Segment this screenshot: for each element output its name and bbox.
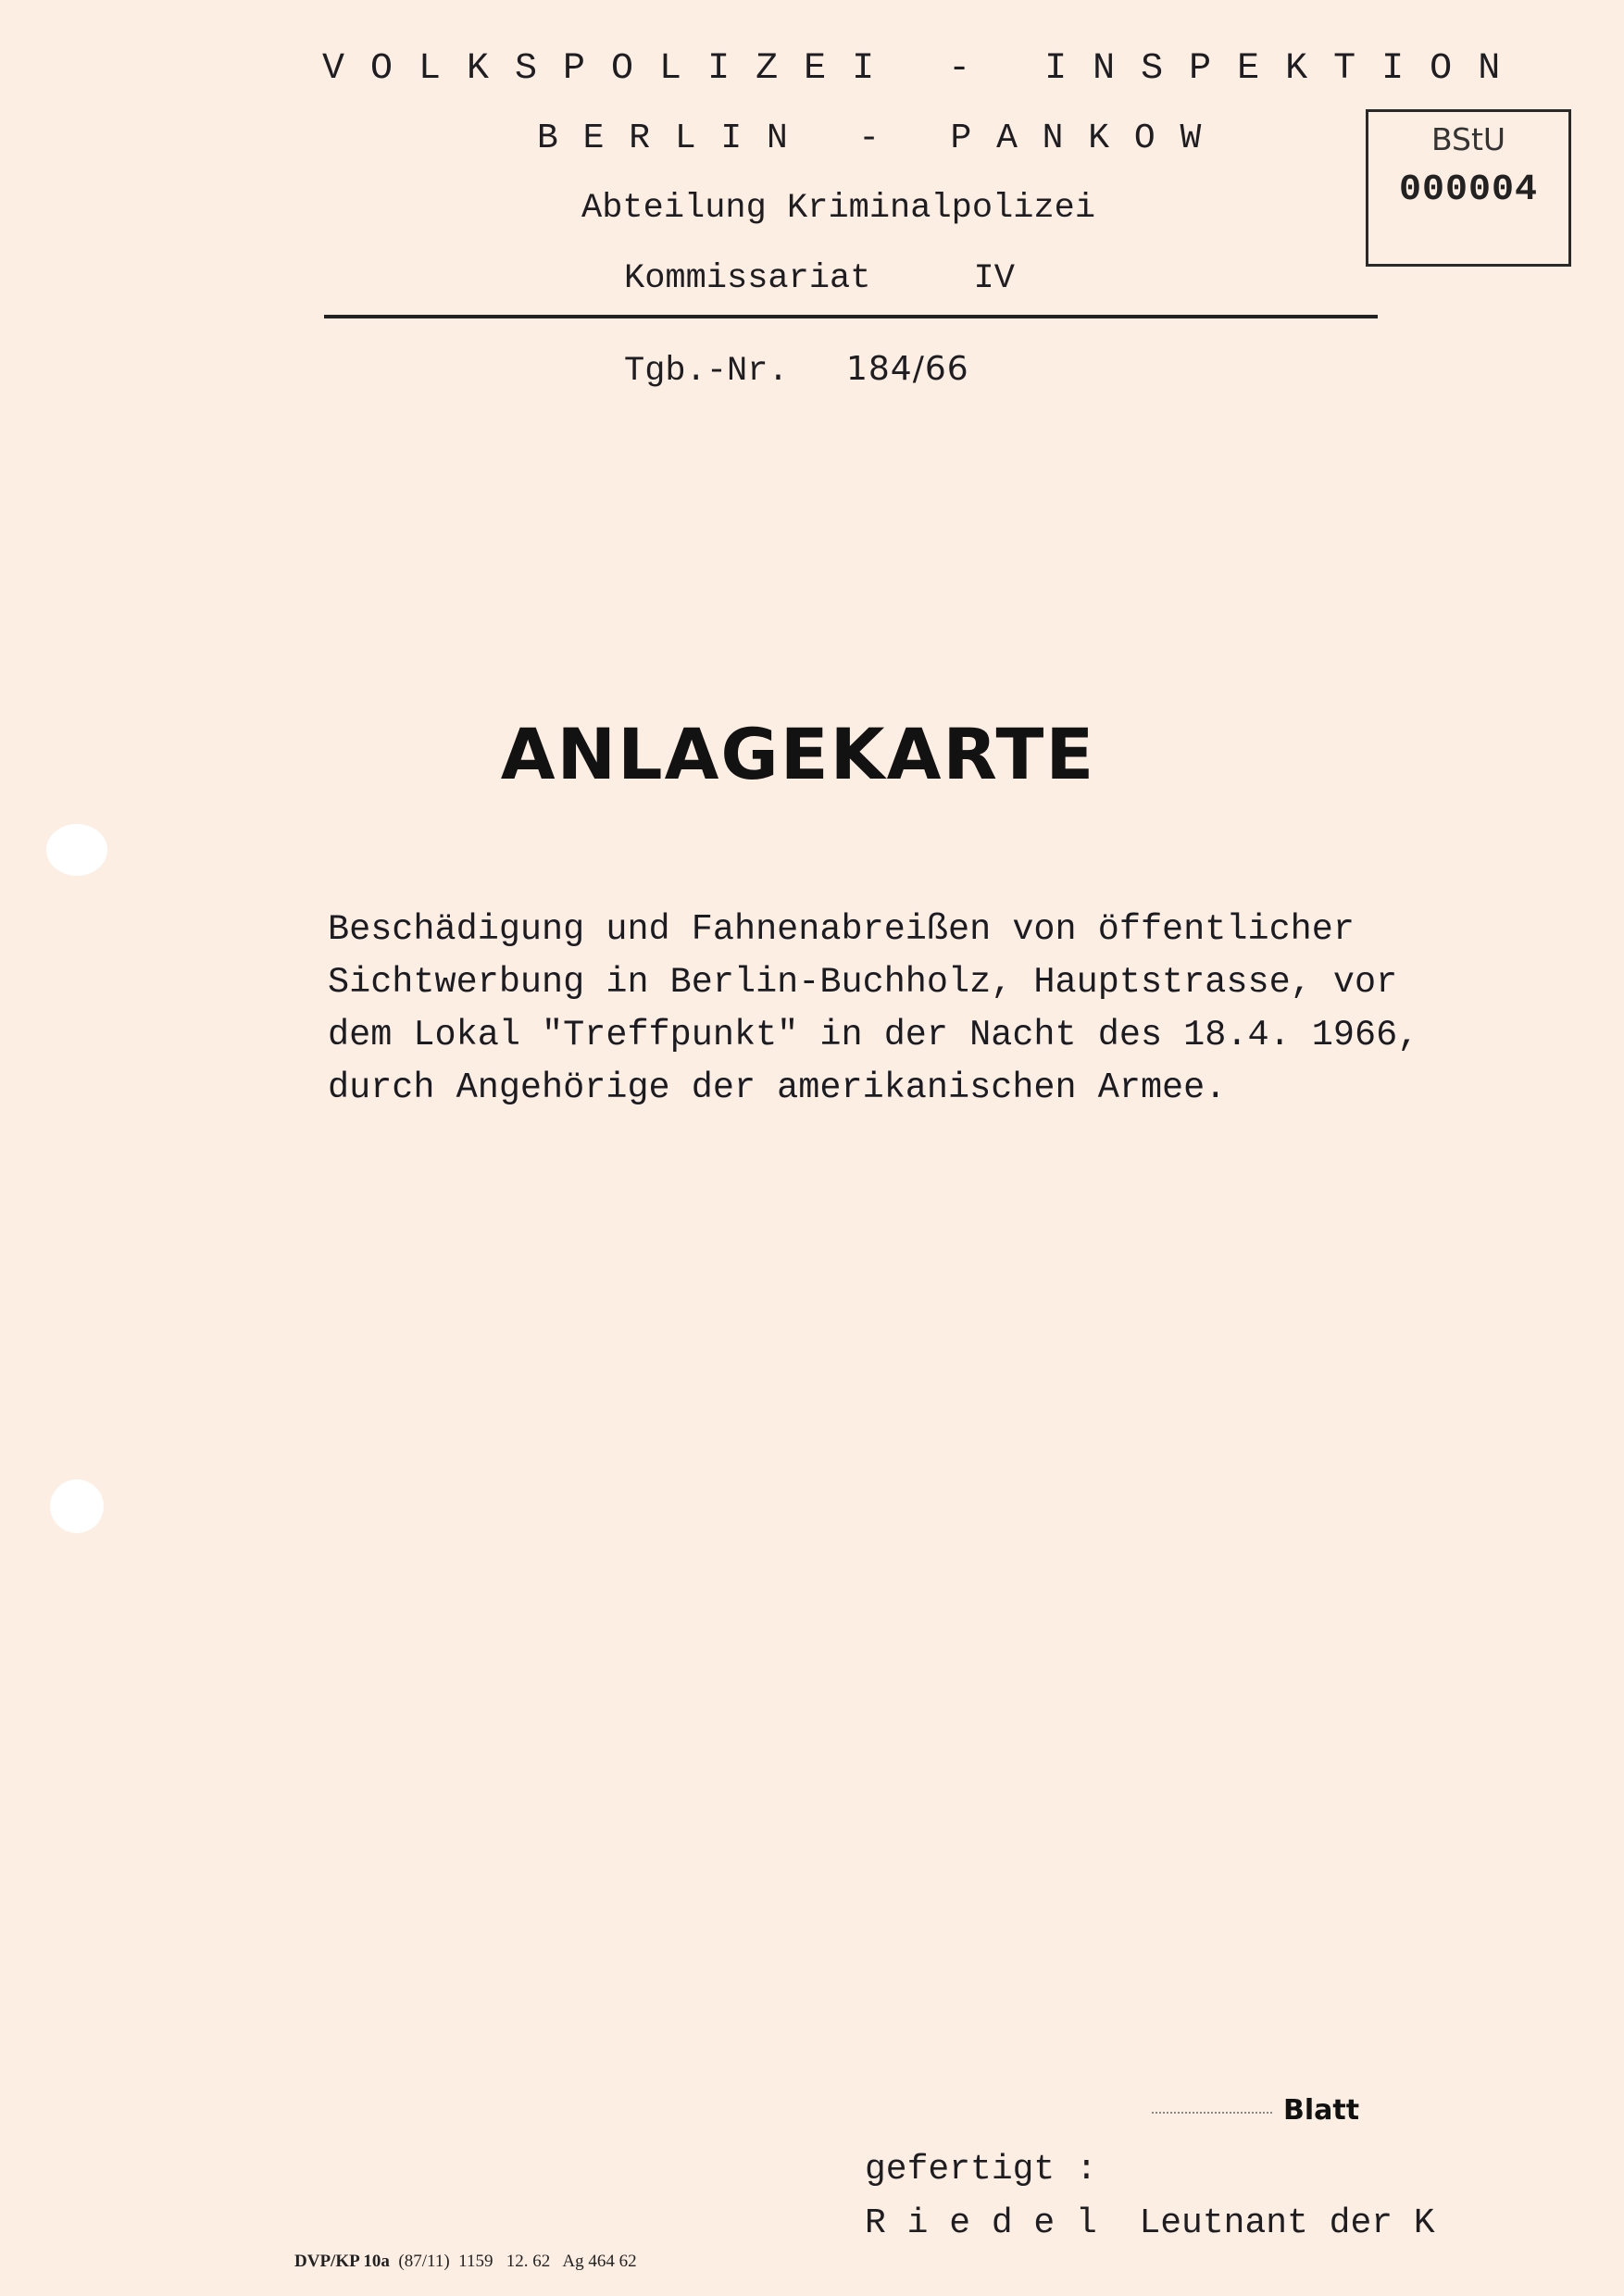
- form-id: DVP/KP 10a: [294, 2252, 390, 2271]
- commissariat-label: Kommissariat: [624, 259, 871, 298]
- header-department: Abteilung Kriminalpolizei: [581, 189, 1096, 228]
- stamp-label: BStU: [1430, 121, 1506, 157]
- journal-number-value: 184/66: [846, 350, 969, 388]
- commissariat-value: IV: [973, 259, 1015, 298]
- signature-line: [865, 2203, 1435, 2243]
- journal-number-label: Tgb.-Nr.: [624, 352, 789, 391]
- punch-hole: [46, 824, 107, 876]
- officer-name: R i e d e l: [865, 2203, 1097, 2243]
- case-description-line: dem Lokal "Treffpunkt" in der Nacht des 18.4. 1966,: [328, 1015, 1419, 1055]
- case-description-line: Sichtwerbung in Berlin-Buchholz, Hauptstrasse, vor: [328, 962, 1398, 1003]
- archive-stamp: [1366, 109, 1571, 267]
- stamp-number: 000004: [1398, 169, 1539, 211]
- form-footer: [294, 2252, 637, 2272]
- header-agency: V O L K S P O L I Z E I - I N S P E K T I O N: [322, 48, 1503, 90]
- prepared-by-label: gefertigt :: [865, 2150, 1097, 2190]
- header-commissariat: [624, 259, 1015, 298]
- journal-number: [624, 350, 969, 391]
- sheet-number-blank: [1152, 2112, 1272, 2114]
- case-description: [328, 904, 1531, 1115]
- case-description-line: Beschädigung und Fahnenabreißen von öffentlicher: [328, 909, 1355, 950]
- header-location: B E R L I N - P A N K O W: [537, 119, 1204, 158]
- punch-hole: [50, 1479, 104, 1533]
- form-codes: (87/11) 1159 12. 62 Ag 464 62: [398, 2252, 637, 2271]
- officer-rank: Leutnant der K: [1139, 2203, 1435, 2243]
- case-description-line: durch Angehörige der amerikanischen Armee.: [328, 1067, 1227, 1108]
- header-divider: [324, 315, 1378, 318]
- sheet-label: Blatt: [1283, 2094, 1360, 2127]
- document-title: ANLAGEKARTE: [500, 713, 1096, 795]
- sheet-field: [1152, 2094, 1359, 2127]
